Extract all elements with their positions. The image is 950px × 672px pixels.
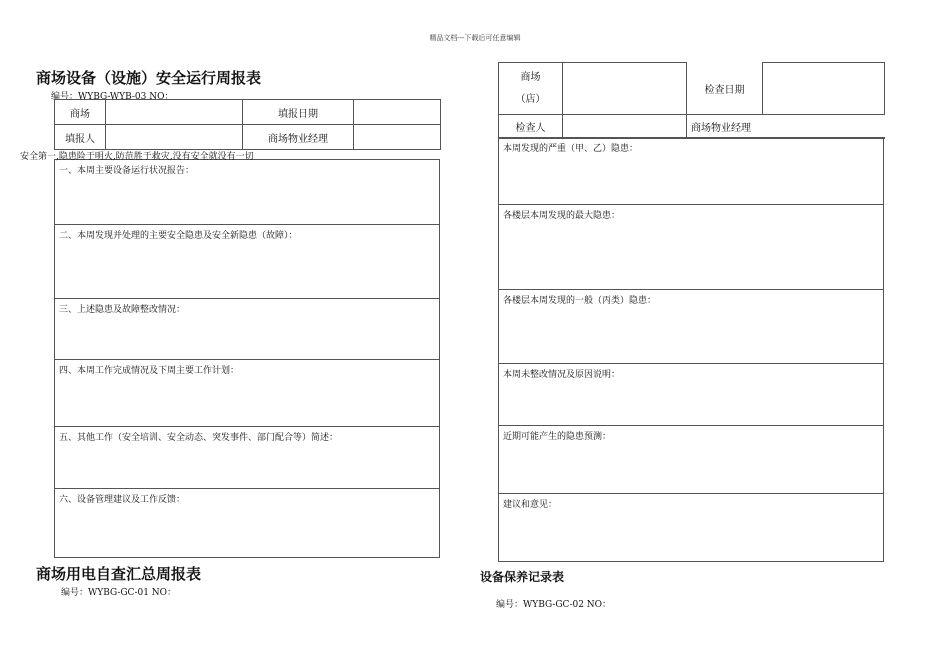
safety-slogan: 安全第一,隐患险于明火,防范胜于救灾,没有安全就没有一切	[20, 152, 254, 162]
right-section-6[interactable]	[498, 493, 884, 562]
left-bottom-title: 商场用电自查汇总周报表	[36, 565, 202, 583]
mall-label: 商场	[55, 100, 106, 125]
right-section-4[interactable]	[498, 363, 884, 426]
left-section-2[interactable]	[54, 224, 440, 299]
right-section-4-label: 本周未整改情况及原因说明：	[503, 370, 621, 380]
left-section-4-label: 四、本周工作完成情况及下周主要工作计划：	[59, 366, 240, 376]
left-section-6[interactable]	[54, 488, 440, 558]
left-form-title: 商场设备（设施）安全运行周报表	[36, 69, 262, 87]
left-section-5-label: 五、其他工作（安全培训、安全动态、突发事件、部门配合等）简述：	[59, 433, 339, 443]
right-manager-label-display: 商场物业经理	[687, 115, 887, 137]
property-manager-value[interactable]	[354, 125, 441, 150]
right-section-1[interactable]	[498, 137, 884, 205]
right-section-1-label: 本周发现的严重（甲、乙）隐患：	[503, 144, 639, 154]
right-bottom-code: 编号：WYBG-GC-02 NO：	[496, 600, 612, 610]
right-section-3-label: 各楼层本周发现的一般（丙类）隐患：	[503, 296, 657, 306]
check-date-value[interactable]	[763, 63, 883, 113]
right-bottom-title: 设备保养记录表	[480, 570, 565, 584]
left-section-3[interactable]	[54, 298, 440, 360]
left-section-4[interactable]	[54, 359, 440, 427]
right-section-5[interactable]	[498, 425, 884, 494]
left-section-3-label: 三、上述隐患及故障整改情况：	[59, 305, 186, 315]
right-section-2[interactable]	[498, 204, 884, 290]
right-store-label: （店）	[515, 93, 546, 105]
right-section-5-label: 近期可能产生的隐患预测：	[503, 432, 612, 442]
right-section-3[interactable]	[498, 289, 884, 364]
left-section-1[interactable]	[54, 159, 440, 225]
left-section-1-label: 一、本周主要设备运行状况报告：	[59, 166, 195, 176]
page-header-note: 精品文档---下载后可任意编辑	[429, 34, 521, 42]
mall-store-label	[499, 63, 563, 115]
inspector-blank[interactable]	[565, 115, 685, 137]
right-section-2-label: 各楼层本周发现的最大隐患：	[503, 211, 621, 221]
mall-value[interactable]	[106, 100, 243, 125]
check-date-label: 检查日期	[687, 62, 762, 114]
left-section-5[interactable]	[54, 426, 440, 489]
left-section-2-label: 二、本周发现并处理的主要安全隐患及安全新隐患（故障）：	[59, 231, 298, 241]
left-form-code: 编号：WYBG-WYB-03 NO：	[51, 92, 174, 102]
left-section-6-label: 六、设备管理建议及工作反馈：	[59, 495, 186, 505]
reporter-value[interactable]	[106, 125, 243, 150]
right-mall-label: 商场	[520, 71, 541, 83]
left-info-table	[54, 99, 441, 150]
inspector-label: 检查人	[499, 115, 563, 139]
reporter-label: 填报人	[55, 125, 106, 150]
fill-date-label: 填报日期	[243, 100, 354, 125]
property-manager-label: 商场物业经理	[243, 125, 354, 150]
left-bottom-code: 编号：WYBG-GC-01 NO：	[61, 588, 177, 598]
fill-date-value[interactable]	[354, 100, 441, 125]
right-section-6-label: 建议和意见：	[503, 500, 558, 510]
